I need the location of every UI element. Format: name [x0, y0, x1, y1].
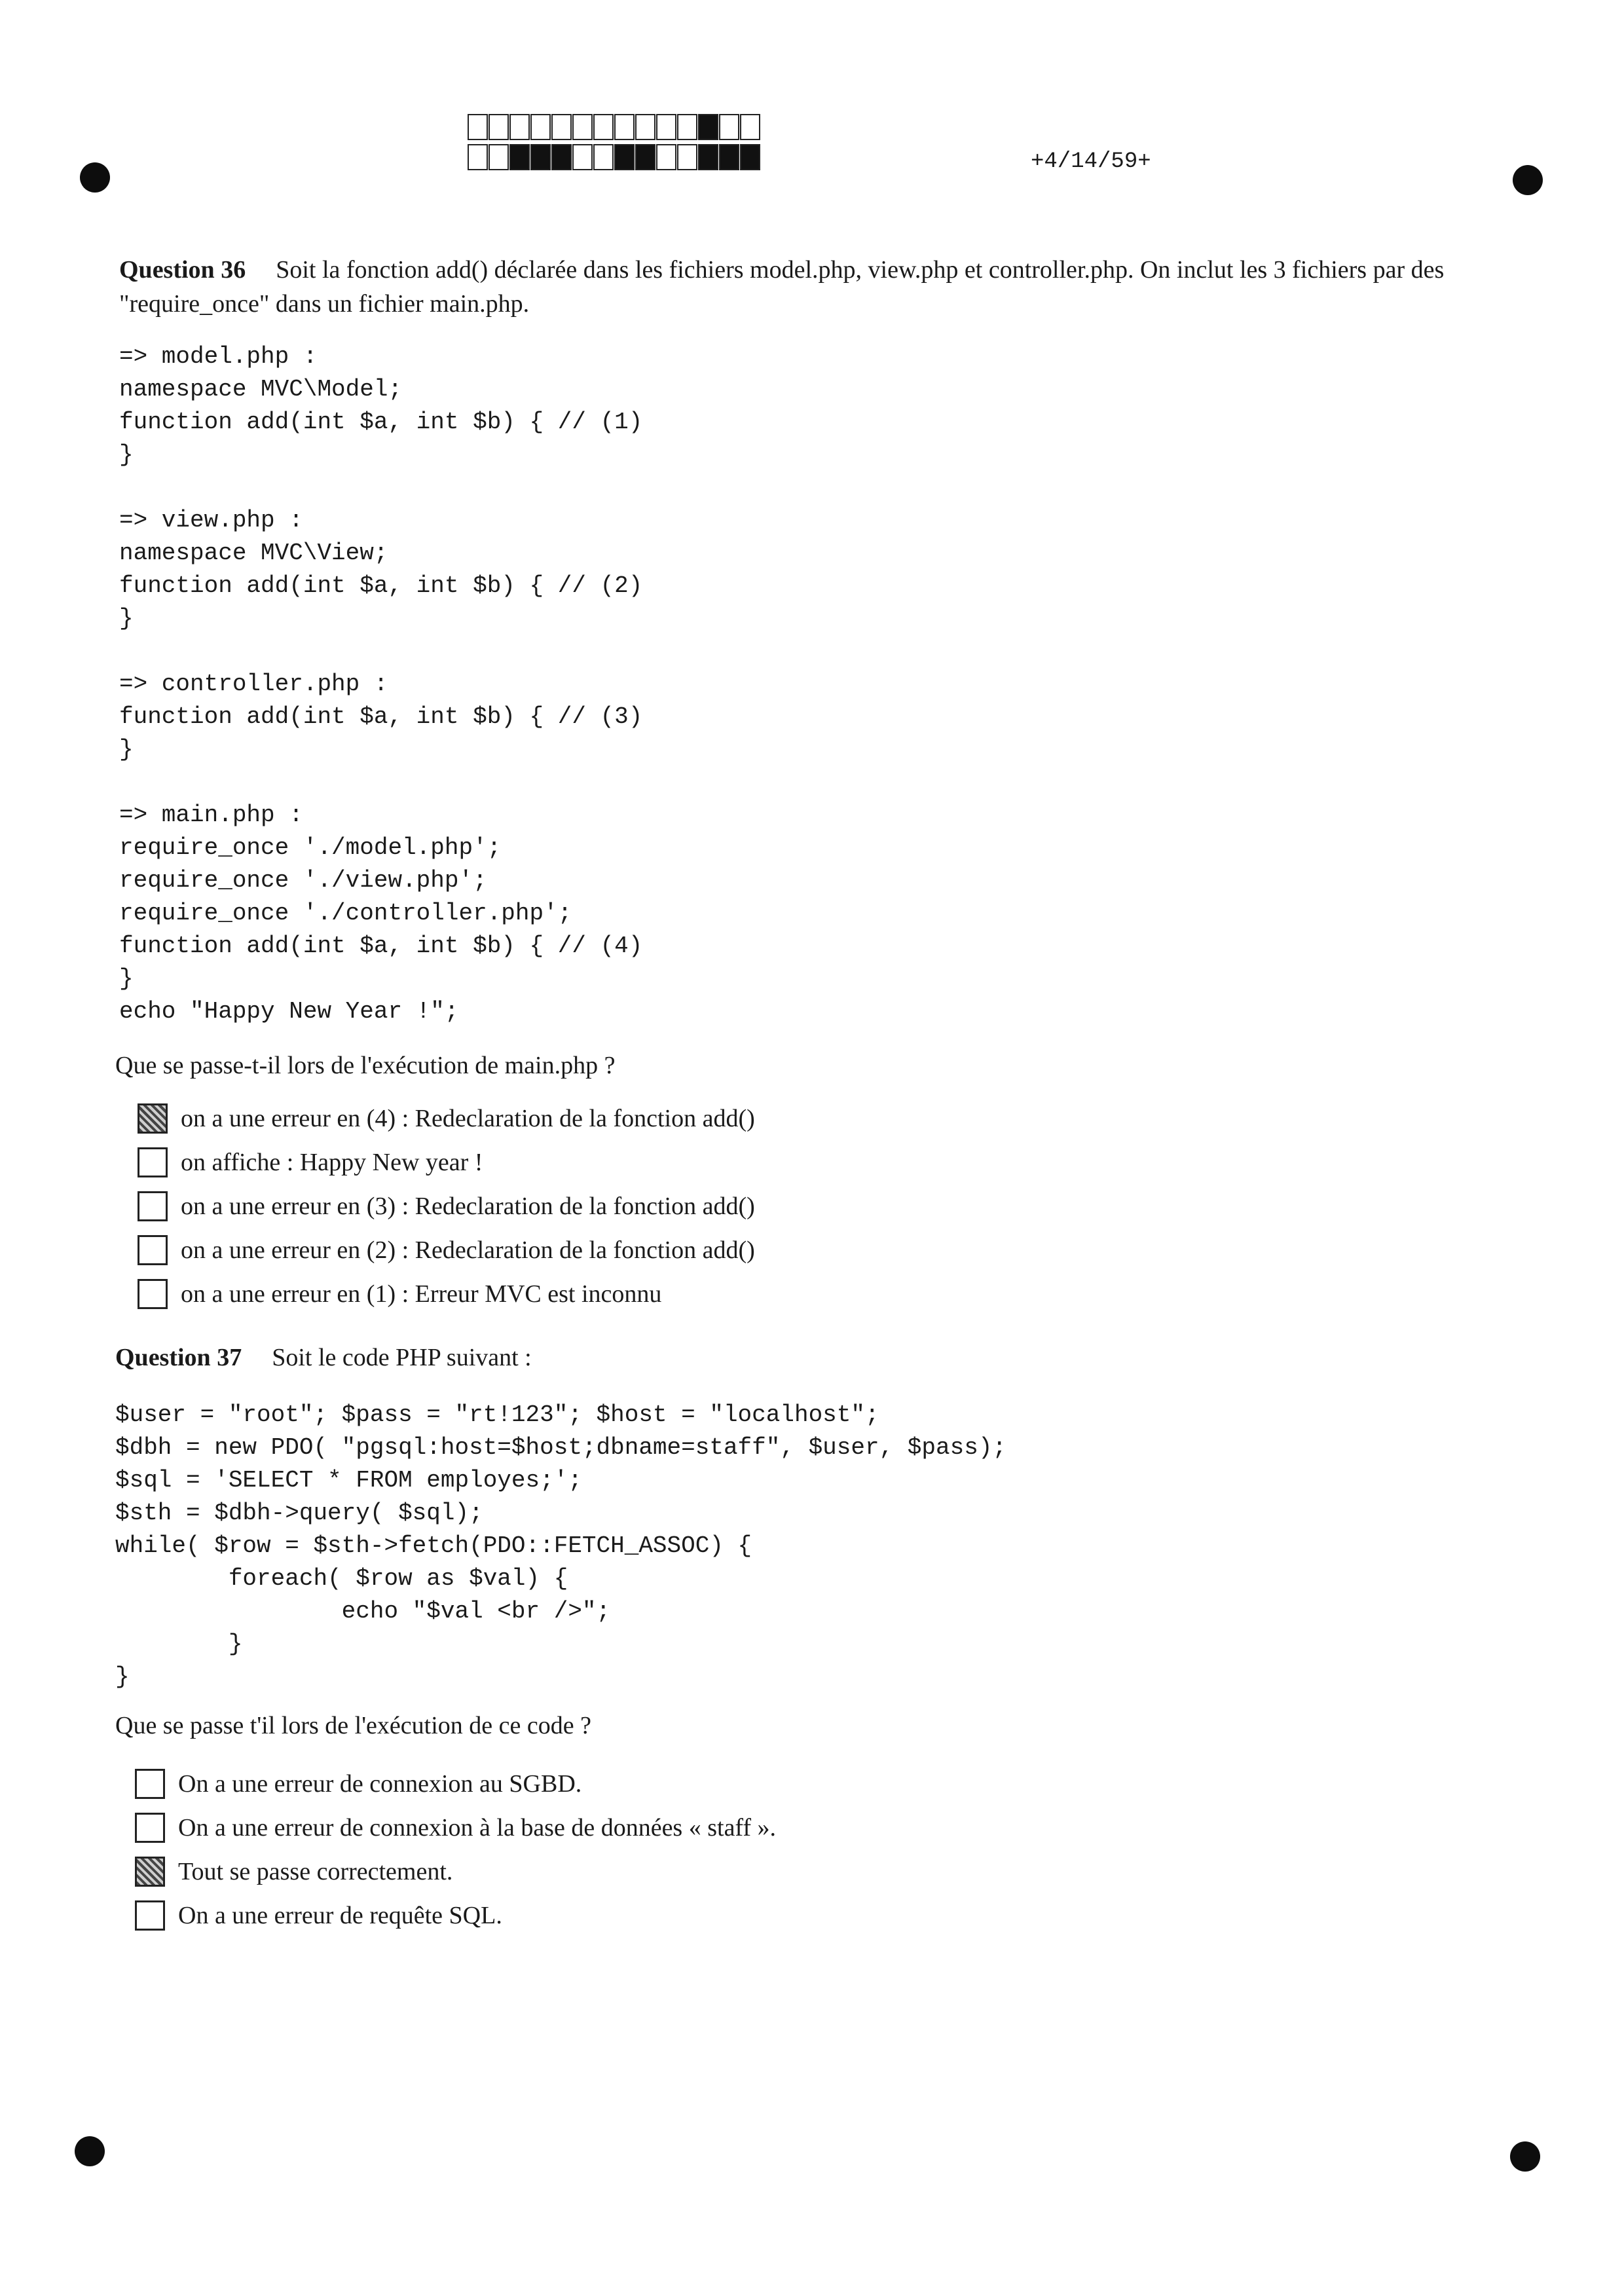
barcode-cell [656, 114, 676, 140]
question-36-answers [138, 1096, 755, 1316]
page-id: +4/14/59+ [1031, 149, 1151, 174]
barcode-cell [530, 144, 551, 170]
barcode-cell [489, 114, 509, 140]
answer-label: On a une erreur de connexion à la base de données « staff ». [178, 1813, 777, 1842]
barcode-cell [468, 114, 488, 140]
corner-mark-bottom-right [1510, 2141, 1540, 2172]
barcode-cell [551, 114, 572, 140]
answer-label: on a une erreur en (4) : Redeclaration de la fonction add() [181, 1104, 755, 1132]
barcode-cell [530, 114, 551, 140]
checked-checkbox[interactable] [138, 1103, 168, 1134]
answer-label: Tout se passe correctement. [178, 1857, 453, 1885]
question-37-heading [115, 1341, 1523, 1375]
page-barcode [468, 114, 761, 174]
barcode-cell [740, 114, 760, 140]
checkbox[interactable] [138, 1147, 168, 1177]
question-36-code: => model.php : namespace MVC\Model; function add(int $a, int $b) { // (1) } => view.php : namespace MVC\View; function add(int $a, int $b) { // (2) } => controller.php : function add(int $a, int $b) { // (3) } => main.php : require_once './model.php'; require_once './view.php'; require_once './controller.php'; function add(int $a, int $b) { // (4) } echo "Happy New Year !"; [119, 343, 643, 1025]
checkbox[interactable] [135, 1900, 165, 1931]
barcode-cell [509, 144, 530, 170]
answer-option[interactable] [135, 1762, 776, 1805]
checkbox[interactable] [135, 1769, 165, 1799]
checkbox[interactable] [135, 1813, 165, 1843]
barcode-cell [719, 144, 739, 170]
barcode-cell [719, 114, 739, 140]
corner-mark-bottom-left [75, 2136, 105, 2166]
question-36-heading [119, 253, 1527, 321]
barcode-cell [489, 144, 509, 170]
barcode-cell [635, 114, 655, 140]
answer-option[interactable] [138, 1184, 755, 1228]
corner-mark-top-right [1513, 165, 1543, 195]
barcode-cell [572, 144, 593, 170]
barcode-cell [698, 114, 718, 140]
checkbox[interactable] [138, 1279, 168, 1309]
barcode-cell [635, 144, 655, 170]
barcode-cell [614, 114, 635, 140]
barcode-cell [740, 144, 760, 170]
barcode-cell [656, 144, 676, 170]
question-number: Question 36 [119, 256, 246, 284]
question-text: Soit le code PHP suivant : [272, 1344, 532, 1371]
barcode-cell [593, 144, 614, 170]
answer-label: On a une erreur de connexion au SGBD. [178, 1769, 582, 1798]
barcode-cell [551, 144, 572, 170]
barcode-row [468, 114, 761, 143]
barcode-cell [677, 144, 697, 170]
barcode-cell [509, 114, 530, 140]
answer-label: on affiche : Happy New year ! [181, 1148, 483, 1176]
answer-label: on a une erreur en (2) : Redeclaration de la fonction add() [181, 1236, 755, 1264]
barcode-cell [593, 114, 614, 140]
answer-label: on a une erreur en (1) : Erreur MVC est inconnu [181, 1280, 662, 1308]
barcode-cell [614, 144, 635, 170]
barcode-cell [677, 114, 697, 140]
corner-mark-top-left [80, 162, 110, 193]
answer-option[interactable] [135, 1805, 776, 1849]
barcode-cell [698, 144, 718, 170]
answer-option[interactable] [138, 1096, 755, 1140]
answer-option[interactable] [138, 1140, 755, 1184]
barcode-cell [468, 144, 488, 170]
answer-option[interactable] [138, 1228, 755, 1272]
question-37-answers [135, 1762, 776, 1937]
checked-checkbox[interactable] [135, 1857, 165, 1887]
barcode-cell [572, 114, 593, 140]
answer-option[interactable] [138, 1272, 755, 1316]
checkbox[interactable] [138, 1191, 168, 1221]
answer-option[interactable] [135, 1849, 776, 1893]
question-37-code: $user = "root"; $pass = "rt!123"; $host = "localhost"; $dbh = new PDO( "pgsql:host=$host;dbname=staff", $user, $pass); $sql = 'SELECT * FROM employes;'; $sth = $dbh->query( $sql); while( $row = $sth->fetch(PDO::FETCH_ASSOC) { foreach( $row as $val) { echo "$val <br />"; } } [115, 1401, 1007, 1690]
question-37-prompt: Que se passe t'il lors de l'exécution de ce code ? [115, 1712, 591, 1739]
question-36-prompt: Que se passe-t-il lors de l'exécution de main.php ? [115, 1052, 616, 1079]
checkbox[interactable] [138, 1235, 168, 1265]
answer-label: On a une erreur de requête SQL. [178, 1901, 502, 1929]
answer-option[interactable] [135, 1893, 776, 1937]
answer-label: on a une erreur en (3) : Redeclaration de la fonction add() [181, 1192, 755, 1220]
question-text: Soit la fonction add() déclarée dans les fichiers model.php, view.php et controller.php. On inclut les 3 fichiers par des "require_once" dans un fichier main.php. [119, 256, 1445, 318]
barcode-row [468, 144, 761, 173]
question-number: Question 37 [115, 1344, 242, 1371]
